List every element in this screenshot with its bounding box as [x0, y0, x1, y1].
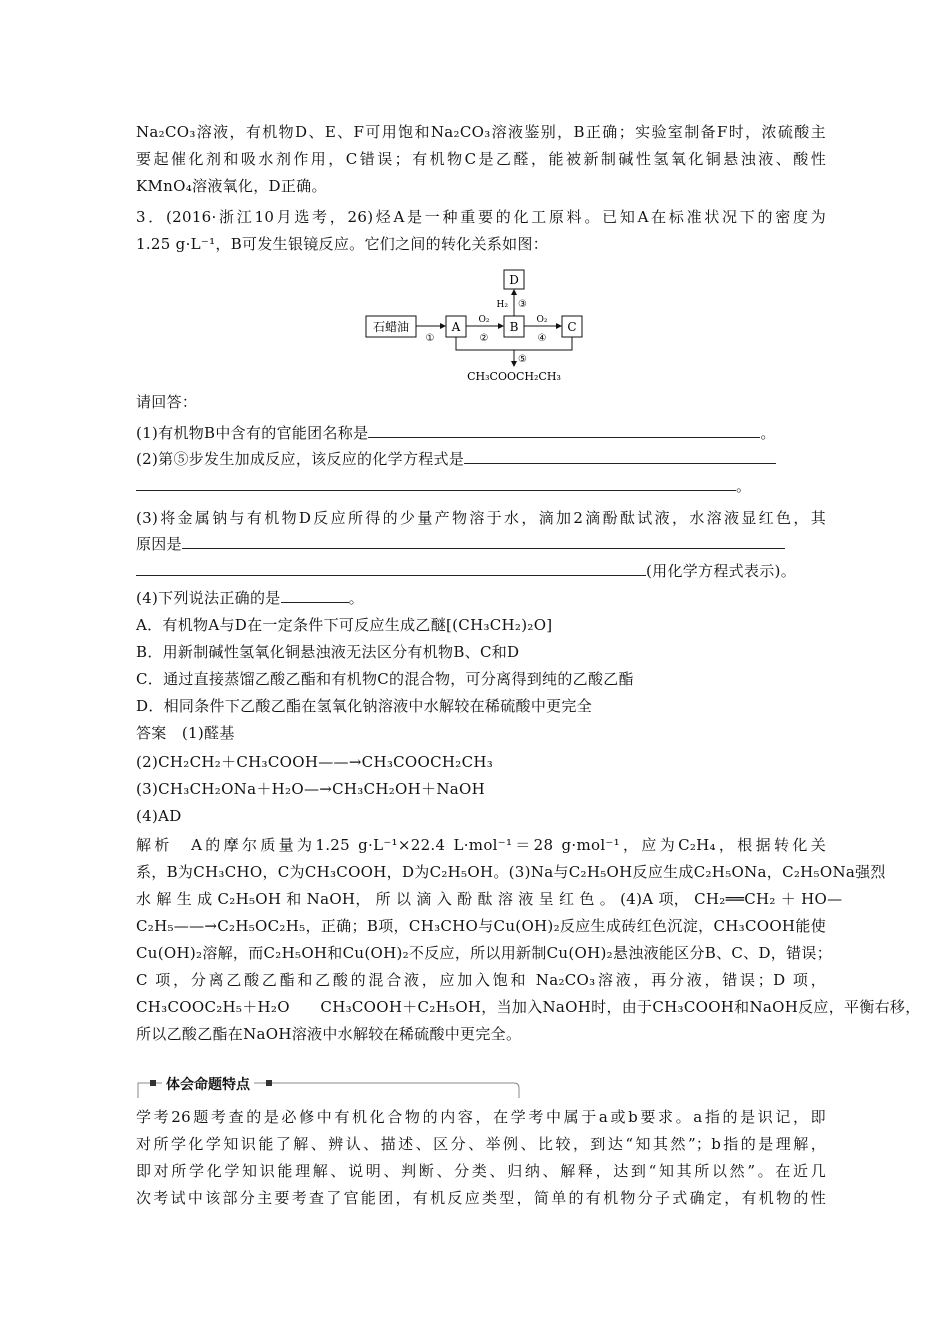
- explanation-line: C 项，分离乙酸乙酯和乙酸的混合液，应加入饱和 Na₂CO₃溶液，再分液，错误；D 项，: [136, 971, 826, 989]
- question-1-text: (1)有机物B中含有的官能团名称是: [136, 424, 369, 442]
- paraffin-label: 石蜡油: [372, 320, 410, 334]
- question-2-cont: [136, 475, 826, 497]
- question-3: (3)将金属钠与有机物D反应所得的少量产物溶于水，滴加2滴酚酞试液，水溶液显红色，其: [136, 509, 826, 527]
- step-5-label: ⑤: [518, 354, 527, 365]
- explanation-line: C₂H₅——→C₂H₅OC₂H₅，正确；B项，CH₃CHO与Cu(OH)₂反应生成砖红色沉淀，CH₃COOH能使: [136, 917, 826, 935]
- question-2-text: (2)第⑤步发生加成反应，该反应的化学方程式是: [136, 450, 465, 468]
- question-3-text: 原因是: [136, 535, 182, 553]
- summary-line: 对所学化学知识能了解、辨认、描述、区分、举例、比较，到达“知其然”；b指的是理解，: [136, 1135, 826, 1153]
- explanation-line: CH₃COOC₂H₅＋H₂O CH₃COOH＋C₂H₅OH，当加入NaOH时，由于CH₃COOH和NaOH反应，平衡右移，: [136, 998, 921, 1016]
- answer-blank: [136, 476, 736, 491]
- label-c: C: [567, 320, 577, 334]
- question-2: [136, 448, 826, 470]
- answer-blank: [464, 449, 776, 464]
- answer-1: 答案 (1)醛基: [136, 724, 235, 742]
- answer-blank: [368, 423, 760, 438]
- section-title: 体会命题特点: [162, 1074, 254, 1094]
- section-header: [136, 1072, 526, 1100]
- summary-line: 次考试中该部分主要考查了官能团，有机反应类型，简单的有机物分子式确定，有机物的性: [136, 1189, 826, 1207]
- step-1-label: ①: [425, 333, 435, 344]
- label-b: B: [509, 320, 519, 334]
- reaction-diagram: [360, 268, 600, 386]
- answer-blank: [182, 534, 785, 549]
- question-3-stem: 3．(2016·浙江10月选考，26)烃A是一种重要的化工原料。已知A在标准状况下的密度为: [136, 208, 826, 226]
- h2-label: H₂: [496, 300, 508, 310]
- explanation-line: Cu(OH)₂溶解，而C₂H₅OH和Cu(OH)₂不反应，所以用新制Cu(OH)₂悬浊液能区分B、C、D，错误；: [136, 944, 832, 962]
- answer-blank: [136, 561, 646, 576]
- explanation-line: 所以乙酸乙酯在NaOH溶液中水解较在稀硫酸中更完全。: [136, 1025, 522, 1043]
- o2-label-1: O₂: [478, 315, 490, 325]
- step-3-label: ③: [518, 299, 527, 310]
- connector-a: [456, 337, 572, 350]
- answer-3: (3)CH₃CH₂ONa＋H₂O—→CH₃CH₂OH＋NaOH: [136, 780, 485, 798]
- prompt: 请回答：: [136, 393, 198, 411]
- option-a: A．有机物A与D在一定条件下可反应生成乙醚[(CH₃CH₂)₂O]: [136, 616, 553, 634]
- option-d: D．相同条件下乙酸乙酯在氢氧化钠溶液中水解较在稀硫酸中更完全: [136, 697, 593, 715]
- question-4-end: 。: [348, 589, 364, 607]
- label-d: D: [509, 273, 519, 287]
- question-1-end: 。: [760, 424, 776, 442]
- question-3-cont: [136, 560, 826, 582]
- question-4: [136, 587, 826, 609]
- summary-line: 学考26题考查的是必修中有机化合物的内容，在学考中属于a或b要求。a指的是识记，即: [136, 1108, 826, 1126]
- question-3-cont: [136, 533, 826, 555]
- text-line: Na₂CO₃溶液，有机物D、E、F可用饱和Na₂CO₃溶液鉴别，B正确；实验室制备F时，浓硫酸主: [136, 123, 826, 141]
- question-1: [136, 422, 826, 444]
- step-4-label: ④: [537, 333, 547, 344]
- product-label: CH₃COOCH₂CH₃: [467, 370, 561, 383]
- option-c: C．通过直接蒸馏乙酸乙酯和有机物C的混合物，可分离得到纯的乙酸乙酯: [136, 670, 634, 688]
- option-b: B．用新制碱性氢氧化铜悬浊液无法区分有机物B、C和D: [136, 643, 520, 661]
- question-3-stem: 1.25 g·L⁻¹，B可发生银镜反应。它们之间的转化关系如图：: [136, 235, 549, 253]
- o2-label-2: O₂: [536, 315, 548, 325]
- step-2-label: ②: [479, 333, 489, 344]
- explanation-line: 水 解 生 成 C₂H₅OH 和 NaOH， 所 以 滴 入 酚 酞 溶 液 呈 红 色 。 (4)A 项， CH₂══CH₂ ＋ HO—: [136, 890, 843, 908]
- answer-blank: [281, 588, 349, 603]
- answer-2: (2)CH₂CH₂＋CH₃COOH——→CH₃COOCH₂CH₃: [136, 753, 494, 771]
- explanation-line: 系，B为CH₃CHO，C为CH₃COOH，D为C₂H₅OH。(3)Na与C₂H₅OH反应生成C₂H₅ONa，C₂H₅ONa强烈: [136, 863, 886, 881]
- question-3-end: (用化学方程式表示)。: [646, 562, 797, 580]
- text-line: 要起催化剂和吸水剂作用，C错误；有机物C是乙醛，能被新制碱性氢氧化铜悬浊液、酸性: [136, 150, 826, 168]
- question-2-end: 。: [736, 477, 752, 495]
- question-4-text: (4)下列说法正确的是: [136, 589, 281, 607]
- answer-4: (4)AD: [136, 807, 182, 825]
- explanation-line: 解析 A的摩尔质量为1.25 g·L⁻¹×22.4 L·mol⁻¹＝28 g·mol⁻¹，应为C₂H₄，根据转化关: [136, 836, 826, 854]
- text-line: KMnO₄溶液氧化，D正确。: [136, 177, 327, 195]
- label-a: A: [451, 320, 461, 334]
- summary-line: 即对所学化学知识能理解、说明、判断、分类、归纳、解释，达到“知其所以然”。在近几: [136, 1162, 826, 1180]
